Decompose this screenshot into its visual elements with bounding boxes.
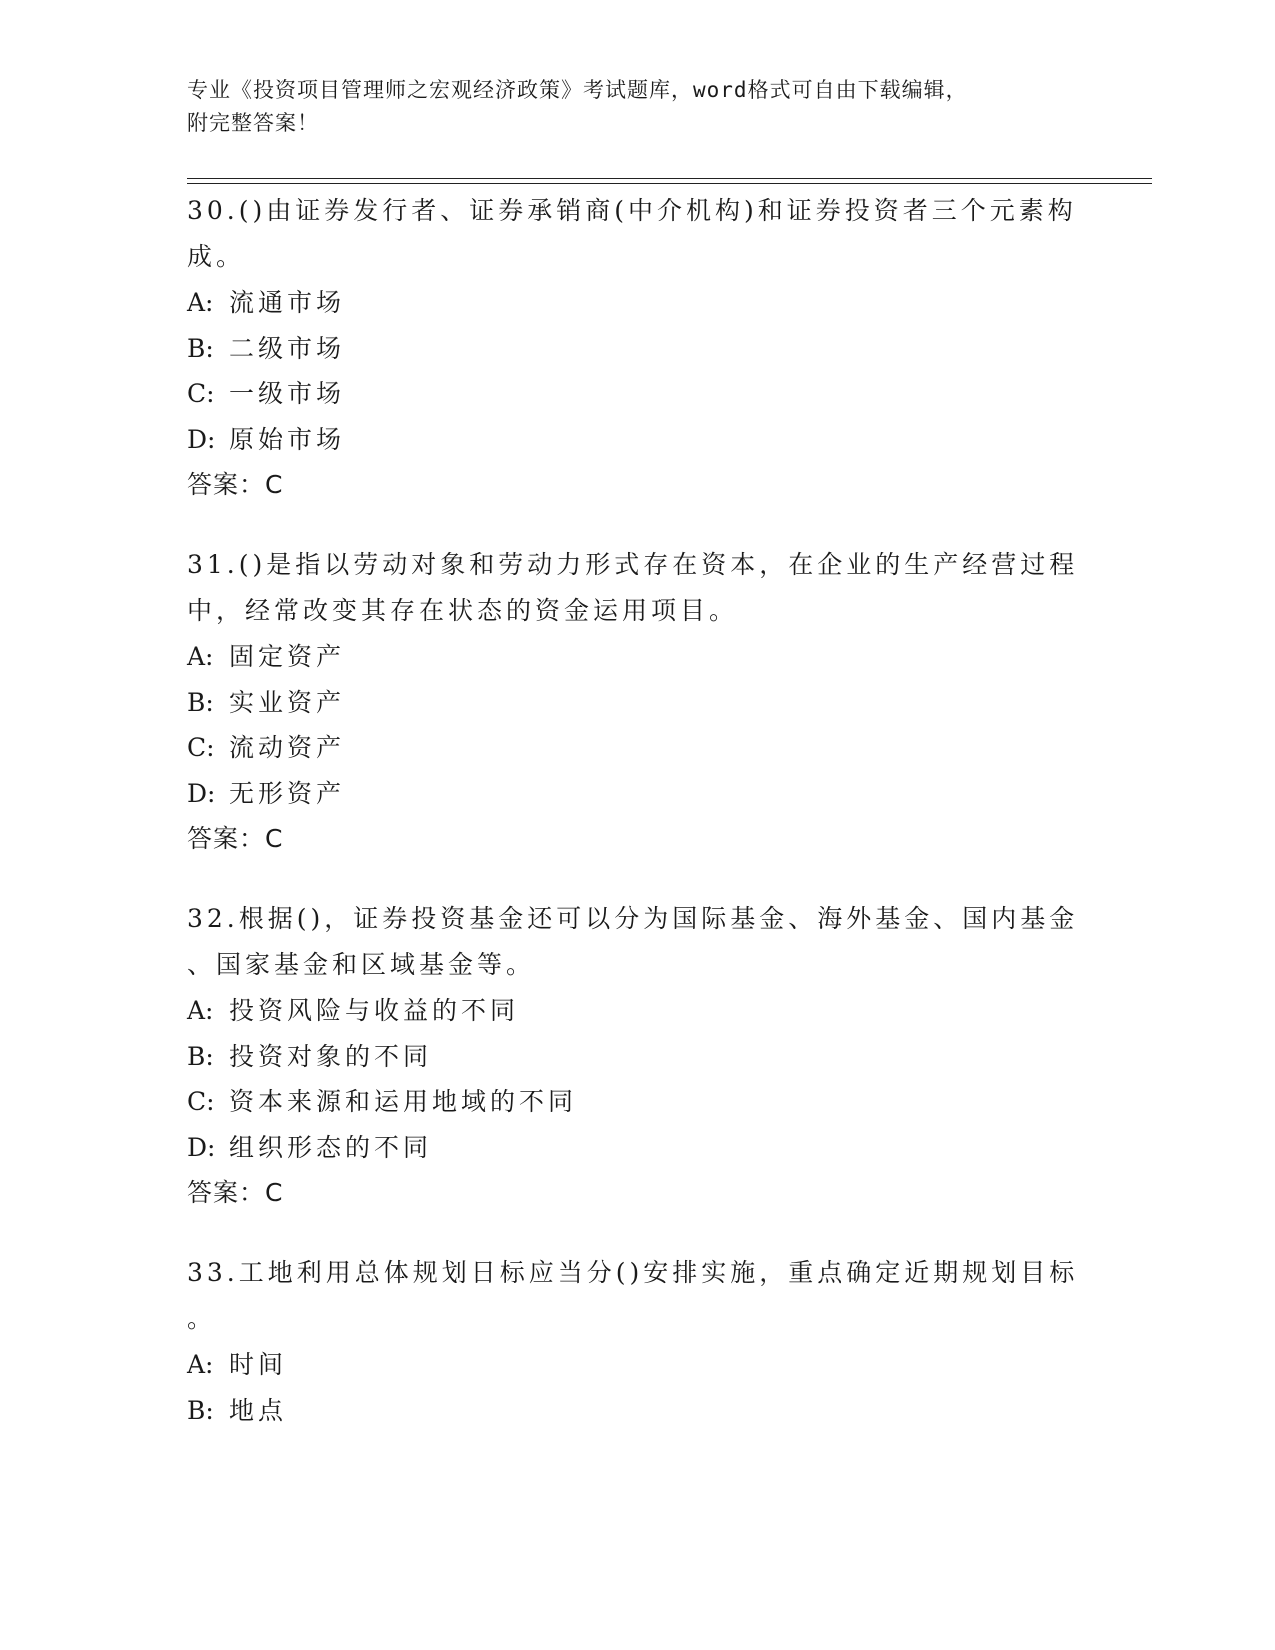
- option-text: 原始市场: [229, 424, 346, 454]
- option-letter: D:: [187, 424, 216, 454]
- option-d: [187, 1125, 1087, 1171]
- option-text: 投资风险与收益的不同: [229, 996, 520, 1025]
- question-stem: 成。: [187, 242, 246, 271]
- question-item: [187, 542, 1087, 862]
- option-c: [187, 725, 1087, 771]
- question-stem: 中，经常改变其存在状态的资金运用项目。: [187, 596, 739, 625]
- header-line: 附完整答案！: [187, 111, 319, 135]
- question-item: [187, 188, 1087, 508]
- option-text: 时间: [229, 1350, 288, 1379]
- question-stem: 。: [187, 1304, 217, 1333]
- answer-label: 答案：C: [187, 824, 284, 853]
- option-d: [187, 771, 1087, 817]
- question-stem: 33.工地利用总体规划日标应当分()安排实施，重点确定近期规划目标: [187, 1258, 1079, 1287]
- option-a: [187, 634, 1087, 680]
- option-text: 组织形态的不同: [229, 1132, 433, 1162]
- header-divider: [187, 178, 1152, 179]
- option-letter: A:: [187, 996, 214, 1025]
- option-text: 地点: [229, 1395, 288, 1425]
- option-letter: B:: [187, 687, 214, 717]
- option-a: [187, 280, 1087, 326]
- option-c: [187, 1079, 1087, 1125]
- option-letter: C:: [187, 1087, 215, 1116]
- option-letter: B:: [187, 1041, 214, 1071]
- question-list: [187, 188, 1087, 1467]
- option-b: [187, 326, 1087, 372]
- option-letter: D:: [187, 1132, 216, 1162]
- option-a: [187, 1342, 1087, 1388]
- option-c: [187, 371, 1087, 417]
- question-item: [187, 1250, 1087, 1433]
- option-text: 流通市场: [229, 288, 346, 317]
- option-letter: C:: [187, 733, 215, 762]
- option-b: [187, 680, 1087, 726]
- option-text: 资本来源和运用地域的不同: [229, 1087, 578, 1116]
- option-letter: A:: [187, 288, 214, 317]
- question-stem: 32.根据()，证券投资基金还可以分为国际基金、海外基金、国内基金: [187, 904, 1079, 933]
- header-line: 专业《投资项目管理师之宏观经济政策》考试题库，word格式可自由下载编辑，: [187, 78, 968, 102]
- question-item: [187, 896, 1087, 1216]
- option-text: 投资对象的不同: [229, 1041, 433, 1071]
- option-text: 流动资产: [229, 733, 346, 762]
- option-a: [187, 988, 1087, 1034]
- option-text: 无形资产: [229, 778, 346, 808]
- option-text: 二级市场: [229, 333, 346, 363]
- option-letter: B:: [187, 1395, 214, 1425]
- option-letter: C:: [187, 379, 215, 408]
- question-stem: 30.()由证券发行者、证券承销商(中介机构)和证券投资者三个元素构: [187, 196, 1077, 225]
- question-stem: 31.()是指以劳动对象和劳动力形式存在资本，在企业的生产经营过程: [187, 550, 1079, 579]
- answer-label: 答案：C: [187, 1178, 284, 1207]
- option-text: 固定资产: [229, 642, 346, 671]
- option-letter: A:: [187, 1350, 214, 1379]
- question-stem: 、国家基金和区域基金等。: [187, 950, 536, 979]
- option-d: [187, 417, 1087, 463]
- header-divider: [187, 183, 1152, 184]
- option-letter: D:: [187, 778, 216, 808]
- option-letter: B:: [187, 333, 214, 363]
- option-text: 实业资产: [229, 687, 346, 717]
- option-letter: A:: [187, 642, 214, 671]
- document-header: [187, 74, 1067, 140]
- option-text: 一级市场: [229, 379, 346, 408]
- answer-label: 答案：C: [187, 470, 284, 499]
- option-b: [187, 1034, 1087, 1080]
- option-b: [187, 1388, 1087, 1434]
